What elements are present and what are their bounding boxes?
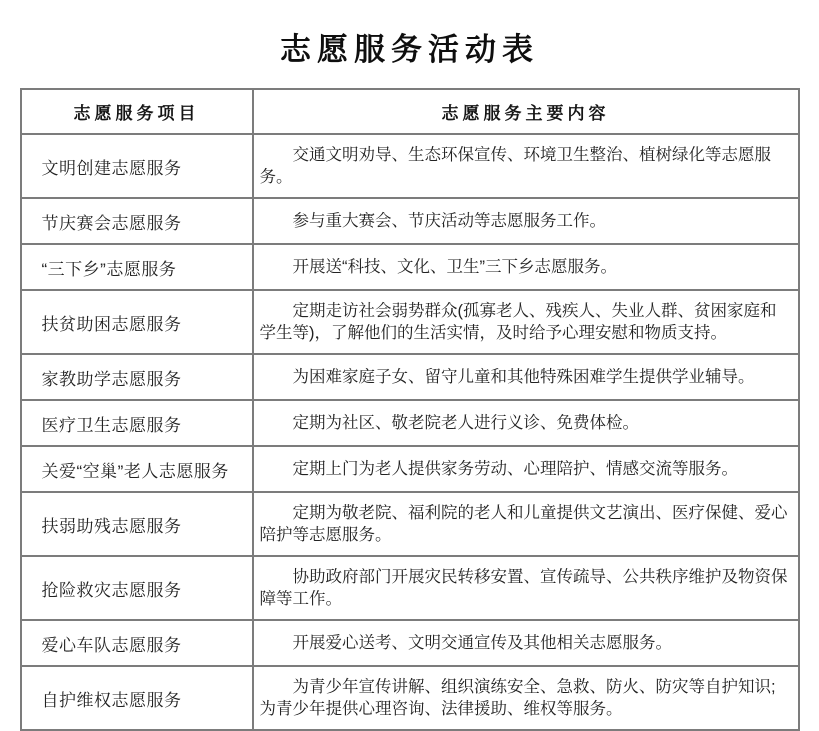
table-row bbox=[21, 666, 799, 730]
project-cell: “三下乡”志愿服务 bbox=[21, 244, 253, 290]
project-cell: 文明创建志愿服务 bbox=[21, 134, 253, 198]
table-row bbox=[21, 198, 799, 244]
table-row bbox=[21, 244, 799, 290]
table-row bbox=[21, 290, 799, 354]
content-cell: 开展爱心送考、文明交通宣传及其他相关志愿服务。 bbox=[253, 620, 799, 666]
project-cell: 医疗卫生志愿服务 bbox=[21, 400, 253, 446]
document-page bbox=[0, 24, 819, 718]
table-row bbox=[21, 354, 799, 400]
content-cell: 为困难家庭子女、留守儿童和其他特殊困难学生提供学业辅导。 bbox=[253, 354, 799, 400]
table-row bbox=[21, 134, 799, 198]
content-cell: 协助政府部门开展灾民转移安置、宣传疏导、公共秩序维护及物资保障等工作。 bbox=[253, 556, 799, 620]
content-cell: 定期走访社会弱势群众(孤寡老人、残疾人、失业人群、贫困家庭和学生等)，了解他们的生活实情，及时给予心理安慰和物质支持。 bbox=[253, 290, 799, 354]
table-row bbox=[21, 400, 799, 446]
table-header-row bbox=[21, 89, 799, 134]
project-cell: 扶弱助残志愿服务 bbox=[21, 492, 253, 556]
content-cell: 参与重大赛会、节庆活动等志愿服务工作。 bbox=[253, 198, 799, 244]
page-title: 志愿服务活动表 bbox=[280, 32, 539, 67]
content-cell: 为青少年宣传讲解、组织演练安全、急救、防火、防灾等自护知识;为青少年提供心理咨询、法律援助、维权等服务。 bbox=[253, 666, 799, 730]
project-cell: 爱心车队志愿服务 bbox=[21, 620, 253, 666]
project-cell: 抢险救灾志愿服务 bbox=[21, 556, 253, 620]
table-row bbox=[21, 446, 799, 492]
content-cell: 定期上门为老人提供家务劳动、心理陪护、情感交流等服务。 bbox=[253, 446, 799, 492]
content-cell: 定期为敬老院、福利院的老人和儿童提供文艺演出、医疗保健、爱心陪护等志愿服务。 bbox=[253, 492, 799, 556]
header-project-column: 志愿服务项目 bbox=[21, 89, 253, 134]
project-cell: 扶贫助困志愿服务 bbox=[21, 290, 253, 354]
project-cell: 节庆赛会志愿服务 bbox=[21, 198, 253, 244]
project-cell: 自护维权志愿服务 bbox=[21, 666, 253, 730]
table-row bbox=[21, 492, 799, 556]
project-cell: 关爱“空巢”老人志愿服务 bbox=[21, 446, 253, 492]
table-row bbox=[21, 556, 799, 620]
project-cell: 家教助学志愿服务 bbox=[21, 354, 253, 400]
table-row bbox=[21, 620, 799, 666]
header-content-column: 志愿服务主要内容 bbox=[253, 89, 799, 134]
content-cell: 开展送“科技、文化、卫生”三下乡志愿服务。 bbox=[253, 244, 799, 290]
volunteer-service-table bbox=[20, 88, 800, 731]
content-cell: 定期为社区、敬老院老人进行义诊、免费体检。 bbox=[253, 400, 799, 446]
content-cell: 交通文明劝导、生态环保宣传、环境卫生整治、植树绿化等志愿服务。 bbox=[253, 134, 799, 198]
